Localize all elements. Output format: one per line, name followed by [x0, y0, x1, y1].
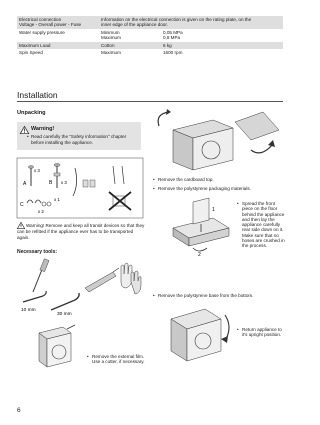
warning-title: Warning!: [31, 126, 55, 132]
step-upright: • Return appliance to it's upright position.: [237, 327, 282, 338]
step-number-1: 1: [212, 207, 215, 213]
step-number-2: 2: [198, 252, 201, 258]
warning-box: [17, 122, 141, 150]
table-row: [17, 29, 283, 42]
table-cell: Maximum Load: [17, 42, 99, 49]
table-cell: 1600 rpm: [163, 50, 183, 56]
table-row: [17, 42, 283, 49]
step-base: • Remove the polystyrene base from the bottom.: [153, 293, 254, 298]
table-cell: Cotton: [99, 42, 161, 49]
table-cell: 0,05 MPa 0,8 MPa: [163, 29, 183, 41]
step-polystyrene: • Remove the polystyrene packaging materials.: [153, 186, 251, 191]
label-x3b: x 3: [61, 180, 67, 185]
divider: [17, 101, 283, 102]
subsection-heading: Unpacking: [17, 110, 46, 116]
lay-appliance-illustration: [169, 198, 233, 260]
transit-note: Warning! Remove and keep all transit devices so that they can be refitted if the appliance ever has to be transported again.: [17, 223, 145, 240]
label-c: C: [20, 202, 24, 208]
page-number: 6: [17, 407, 21, 414]
cardboard-top-illustration: [153, 110, 283, 172]
table-cell: Maximum: [101, 50, 121, 56]
table-cell: Spin Speed: [19, 50, 43, 56]
label-x1: x 1: [54, 197, 60, 202]
table-cell: Information on the electrical connection is given on the rating plate, on the inner edge of the appliance door.: [99, 16, 283, 29]
tool-10mm-label: 10 mm: [21, 308, 36, 313]
table-cell: Electrical connection Voltage - Overall power - Fuse: [17, 16, 99, 29]
step-cardboard: • Remove the cardboard top.: [153, 177, 214, 182]
label-x2: x 2: [38, 209, 44, 214]
transit-devices-illustration: [17, 158, 143, 218]
table-cell: 6 kg: [161, 42, 283, 49]
upright-illustration: [161, 305, 235, 367]
table-cell: Minimum Maximum: [101, 29, 121, 41]
step-external-film: • Remove the external film. Use a cutter, if necessary.: [87, 354, 145, 365]
section-heading: Installation: [17, 90, 58, 100]
warning-icon: [20, 126, 29, 134]
table-row: [17, 16, 283, 29]
table-cell: Water supply pressure: [19, 29, 65, 35]
necessary-tools-heading: Necessary tools:: [17, 249, 58, 255]
step-spread-front: • Spread the front piece on the floor behind the appliance and then lay the appliance carefully rear side down on it. Make sure that no hoses are crushed in the process.: [237, 201, 285, 249]
warning-icon: [17, 222, 25, 229]
label-x3a: x 3: [34, 168, 40, 173]
spec-table: [17, 16, 283, 56]
tools-illustration: [17, 258, 145, 316]
warning-text: • Read carefully the "Safety information" chapter before installing the appliance.: [27, 134, 127, 145]
tool-30mm-label: 30 mm: [57, 312, 72, 317]
label-a: A: [23, 181, 27, 187]
label-b: B: [49, 180, 53, 186]
table-row: [17, 49, 283, 56]
washer-film-illustration: [33, 325, 77, 371]
